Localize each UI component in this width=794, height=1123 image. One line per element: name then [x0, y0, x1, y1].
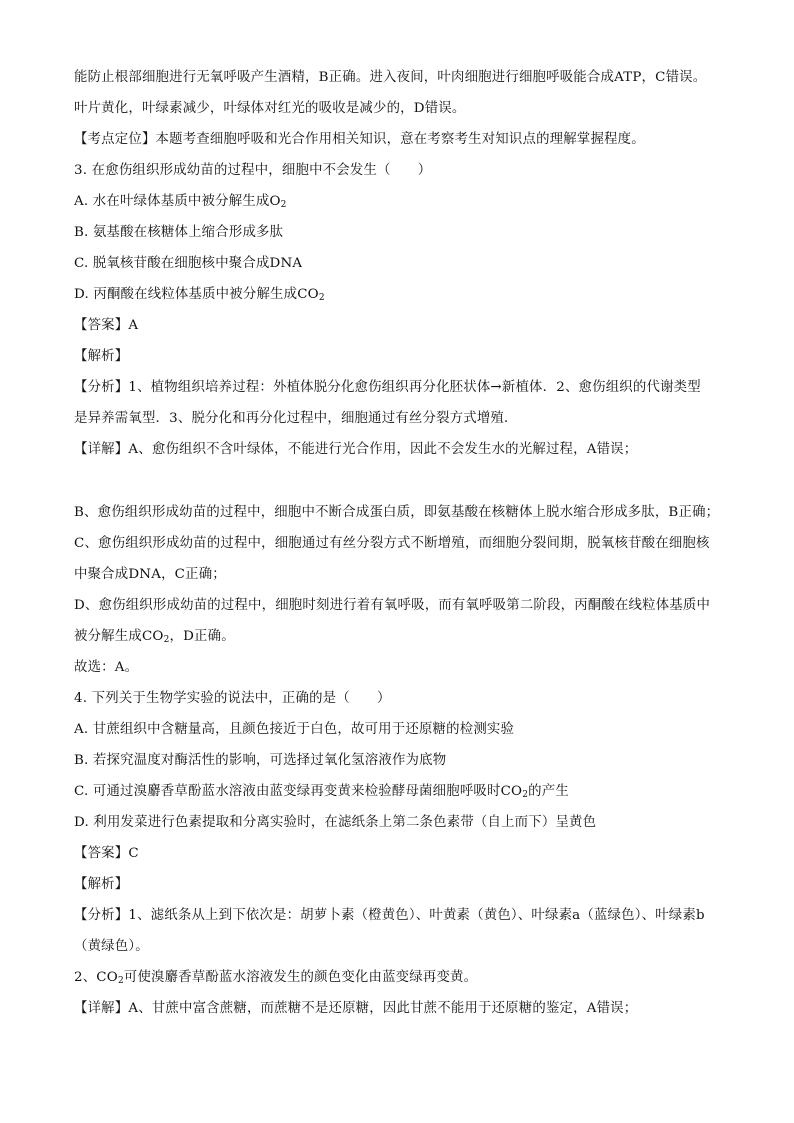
subscript: 2: [117, 976, 124, 986]
text-line: （黄绿色）。: [74, 939, 149, 954]
option-a-text: A. 水在叶绿体基质中被分解生成O: [74, 194, 281, 209]
option-b: B. 氨基酸在核糖体上缩合形成多肽: [74, 225, 284, 240]
option-d: D. 利用发菜进行色素提取和分离实验时，在滤纸条上第二条色素带（自上而下）呈黄色: [74, 815, 597, 830]
question-4-stem: 4. 下列关于生物学实验的说法中，正确的是（ ）: [74, 691, 391, 706]
text-line: 【分析】1、滤纸条从上到下依次是：胡萝卜素（橙黄色）、叶黄素（黄色）、叶绿素a（蓝绿色）、叶绿素b: [74, 908, 705, 923]
text-line: 【分析】1、植物组织培养过程：外植体脱分化愈伤组织再分化胚状体→新植体．2、愈伤组织的代谢类型: [74, 380, 701, 395]
text-line: D、愈伤组织形成幼苗的过程中，细胞时刻进行着有氧呼吸，而有氧呼吸第二阶段，丙酮酸在线粒体基质中: [74, 598, 711, 613]
option-a: [74, 192, 722, 215]
analysis-label: 【解析】: [74, 349, 129, 364]
question-3-stem: 3. 在愈伤组织形成幼苗的过程中，细胞中不会发生（ ）: [74, 163, 432, 178]
option-d: [74, 285, 722, 308]
option-d-text: D. 丙酮酸在线粒体基质中被分解生成CO: [74, 287, 319, 302]
answer-label: 【答案】C: [74, 846, 139, 861]
answer-label: 【答案】A: [74, 318, 139, 333]
text-line: 【详解】A、愈伤组织不含叶绿体，不能进行光合作用，因此不会发生水的光解过程，A错误；: [74, 442, 638, 457]
text-line: [74, 627, 722, 650]
option-c: C. 脱氧核苷酸在细胞核中聚合成DNA: [74, 256, 303, 271]
text-post: ，D正确。: [169, 629, 235, 644]
subscript: 2: [318, 293, 325, 303]
text-line: 能防止根部细胞进行无氧呼吸产生酒精，B正确。进入夜间，叶肉细胞进行细胞呼吸能合成ATP，C错误。: [74, 70, 707, 85]
option-c: [74, 782, 722, 805]
subscript: 2: [522, 790, 529, 800]
text-line: 是异养需氧型．3、脱分化和再分化过程中，细胞通过有丝分裂方式增殖．: [74, 411, 518, 426]
subscript: 2: [280, 200, 287, 210]
option-c-tail: 的产生: [528, 784, 569, 799]
text-line: B、愈伤组织形成幼苗的过程中，细胞中不断合成蛋白质，即氨基酸在核糖体上脱水缩合形成多肽，B正确；: [74, 505, 720, 520]
option-c-text: C. 可通过溴麝香草酚蓝水溶液由蓝变绿再变黄来检验酵母菌细胞呼吸时CO: [74, 784, 523, 799]
option-a: A. 甘蔗组织中含糖量高，且颜色接近于白色，故可用于还原糖的检测实验: [74, 722, 515, 737]
text-line: 叶片黄化，叶绿素减少，叶绿体对红光的吸收是减少的，D错误。: [74, 101, 466, 116]
text-pre: 被分解生成CO: [74, 629, 164, 644]
text-pre: 2、CO: [74, 970, 118, 985]
text-line: 中聚合成DNA，C正确；: [74, 567, 226, 582]
text-line: 故选：A。: [74, 660, 139, 675]
text-line: 【考点定位】本题考查细胞呼吸和光合作用相关知识，意在考察考生对知识点的理解掌握程度。: [74, 132, 645, 147]
analysis-label: 【解析】: [74, 877, 129, 892]
text-line: 【详解】A、甘蔗中富含蔗糖，而蔗糖不是还原糖，因此甘蔗不能用于还原糖的鉴定，A错误；: [74, 1001, 638, 1016]
text-post: 可使溴麝香草酚蓝水溶液发生的颜色变化由蓝变绿再变黄。: [123, 970, 478, 985]
subscript: 2: [163, 635, 170, 645]
text-line: C、愈伤组织形成幼苗的过程中，细胞通过有丝分裂方式不断增殖，而细胞分裂间期，脱氧核苷酸在细胞核: [74, 536, 710, 551]
option-b: B. 若探究温度对酶活性的影响，可选择过氧化氢溶液作为底物: [74, 753, 447, 768]
text-line: [74, 968, 722, 991]
